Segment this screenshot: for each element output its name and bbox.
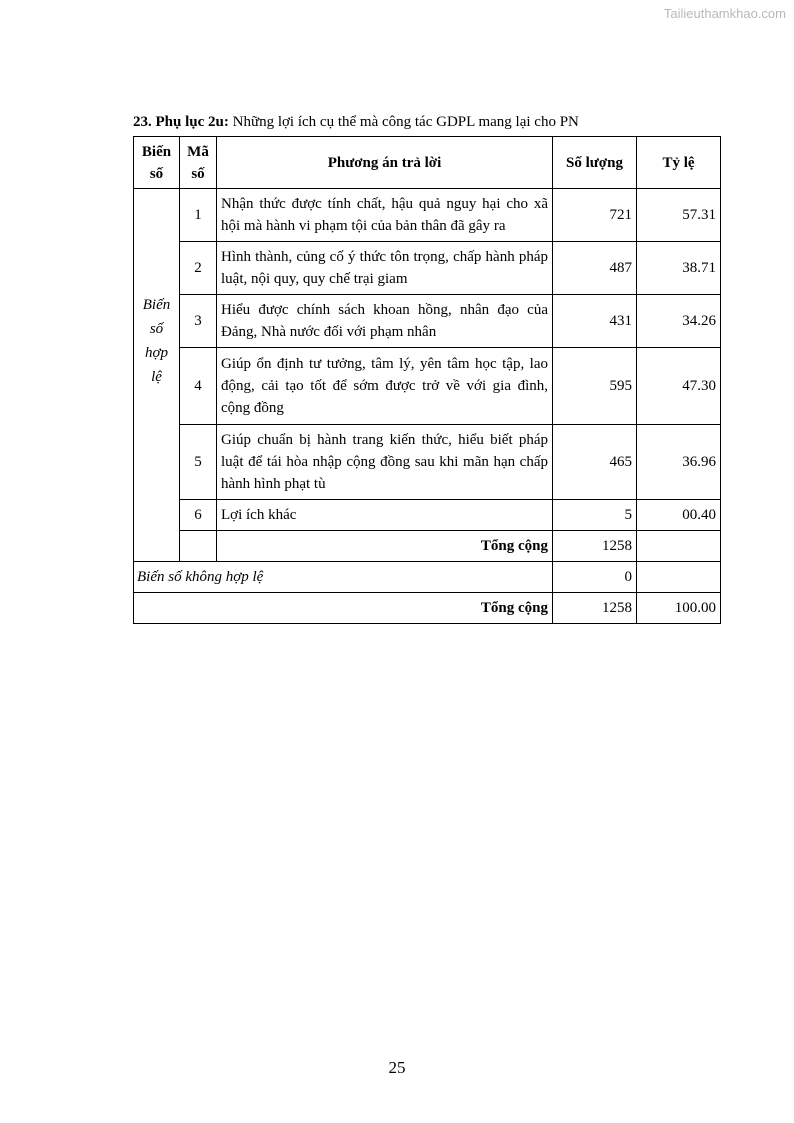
row-rate: 38.71 xyxy=(637,242,721,295)
row-answer: Giúp ổn định tư tưởng, tâm lý, yên tâm học tập, lao động, cải tạo tốt để sớm được trở về với gia đình, cộng đồng xyxy=(217,348,553,425)
subtotal-row xyxy=(134,531,721,562)
row-answer: Hiểu được chính sách khoan hồng, nhân đạo của Đảng, Nhà nước đối với phạm nhân xyxy=(217,295,553,348)
total-label: Tổng cộng xyxy=(134,593,553,624)
row-count: 721 xyxy=(553,189,637,242)
row-count: 465 xyxy=(553,425,637,500)
caption-number: 23. Phụ lục 2u: xyxy=(133,114,229,130)
caption-text: Những lợi ích cụ thể mà công tác GDPL mang lại cho PN xyxy=(228,114,579,130)
table-row xyxy=(134,348,721,425)
row-rate: 57.31 xyxy=(637,189,721,242)
header-phuong-an: Phương án trả lời xyxy=(217,137,553,189)
total-count: 1258 xyxy=(553,593,637,624)
invalid-row xyxy=(134,562,721,593)
row-code: 5 xyxy=(180,425,217,500)
row-rate: 00.40 xyxy=(637,500,721,531)
row-code: 2 xyxy=(180,242,217,295)
row-answer: Lợi ích khác xyxy=(217,500,553,531)
row-count: 487 xyxy=(553,242,637,295)
row-answer: Giúp chuẩn bị hành trang kiến thức, hiểu biết pháp luật để tái hòa nhập cộng đồng sau khi mãn hạn chấp hành hình phạt tù xyxy=(217,425,553,500)
table-row xyxy=(134,242,721,295)
row-code: 4 xyxy=(180,348,217,425)
row-rate: 47.30 xyxy=(637,348,721,425)
group-label-valid: Biến số hợp lệ xyxy=(134,189,180,562)
table-row xyxy=(134,500,721,531)
header-ty-le: Tỷ lệ xyxy=(637,137,721,189)
subtotal-count: 1258 xyxy=(553,531,637,562)
row-code: 1 xyxy=(180,189,217,242)
invalid-label: Biến số không hợp lệ xyxy=(134,562,553,593)
table-header-row xyxy=(134,137,721,189)
benefits-table xyxy=(133,136,721,624)
invalid-rate xyxy=(637,562,721,593)
page-number: 25 xyxy=(388,1058,406,1077)
header-ma-so: Mã số xyxy=(180,137,217,189)
watermark: Tailieuthamkhao.com xyxy=(663,6,786,21)
row-answer: Nhận thức được tính chất, hậu quả nguy hại cho xã hội mà hành vi phạm tội của bản thân đã gây ra xyxy=(217,189,553,242)
table-row xyxy=(134,295,721,348)
row-count: 595 xyxy=(553,348,637,425)
table-row xyxy=(134,425,721,500)
row-rate: 36.96 xyxy=(637,425,721,500)
table-row xyxy=(134,189,721,242)
row-answer: Hình thành, củng cố ý thức tôn trọng, chấp hành pháp luật, nội quy, quy chế trại giam xyxy=(217,242,553,295)
row-count: 5 xyxy=(553,500,637,531)
header-bien-so: Biến số xyxy=(134,137,180,189)
total-rate: 100.00 xyxy=(637,593,721,624)
subtotal-rate xyxy=(637,531,721,562)
row-code: 6 xyxy=(180,500,217,531)
header-so-luong: Số lượng xyxy=(553,137,637,189)
row-rate: 34.26 xyxy=(637,295,721,348)
table-caption xyxy=(133,114,579,131)
invalid-count: 0 xyxy=(553,562,637,593)
subtotal-label: Tổng cộng xyxy=(217,531,553,562)
row-count: 431 xyxy=(553,295,637,348)
subtotal-code-cell xyxy=(180,531,217,562)
row-code: 3 xyxy=(180,295,217,348)
total-row xyxy=(134,593,721,624)
